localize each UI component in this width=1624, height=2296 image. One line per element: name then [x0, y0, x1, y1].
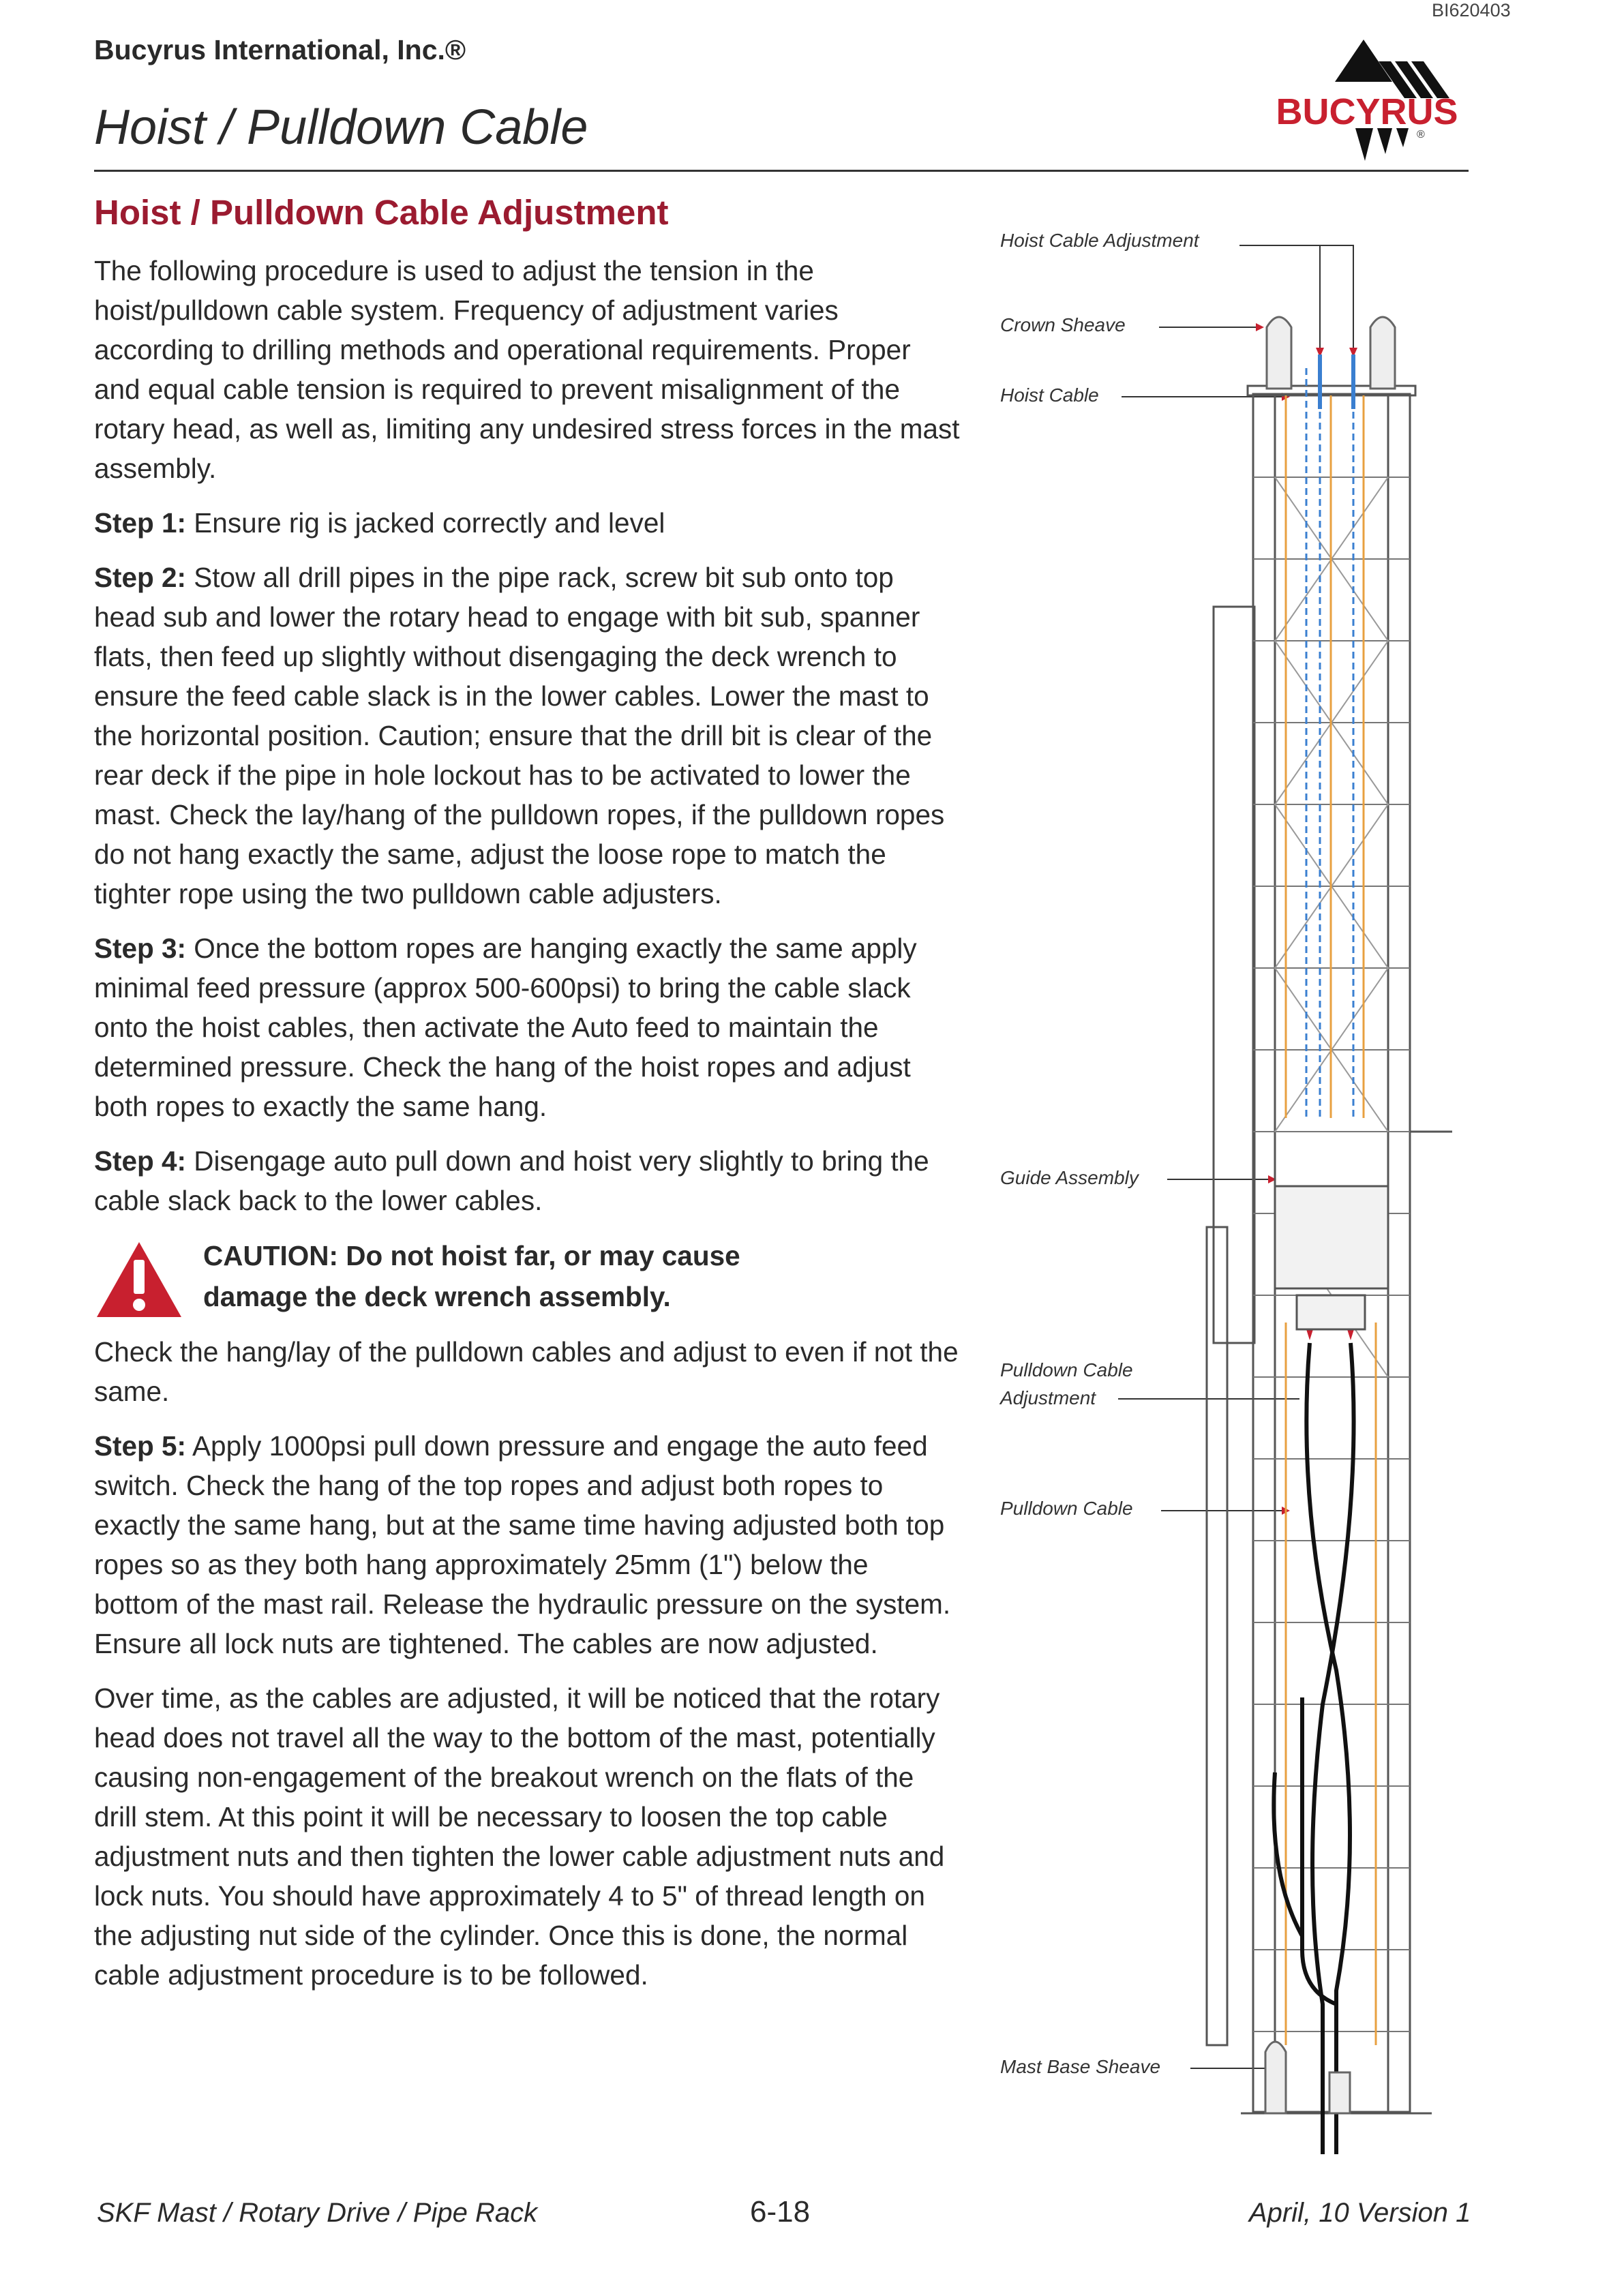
footer-manual-name: SKF Mast / Rotary Drive / Pipe Rack: [97, 2198, 538, 2228]
step-text: Stow all drill pipes in the pipe rack, screw bit sub onto top head sub and lower the rotary head to engage with bit sub, spanner flats, then feed up slightly without disengaging the deck wrench to ensure the feed cable slack is in the lower cables. Lower the mast to the horizontal position. Caution; ensure that the drill bit is clear of the rear deck if the pipe in hole lockout has to be activated to lower the mast. Check the lay/hang of the pulldown ropes, if the pulldown ropes do not hang exactly the same, adjust the loose rope to match the tighter rope using the two pulldown cable adjusters.: [94, 562, 945, 909]
step-label: Step 5:: [94, 1430, 187, 1462]
company-name: Bucyrus International, Inc.®: [94, 34, 466, 65]
label-hoist-cable-adjustment: Hoist Cable Adjustment: [1000, 230, 1199, 251]
closing-paragraph: Over time, as the cables are adjusted, it will be noticed that the rotary head does not travel all the way to the bottom of the mast, potentially causing non-engagement of the breakout wrench on the flats of the drill stem. At this point it will be necessary to loosen the top cable adjustment nuts and then tighten the lower cable adjustment nuts and lock nuts. You should have approximately 4 to 5" of thread length on the adjusting nut side of the cylinder. Once this is done, the normal cable adjustment procedure is to be followed.: [94, 1682, 945, 1991]
document-id: BI620403: [1432, 0, 1511, 20]
step-text: Apply 1000psi pull down pressure and engage the auto feed switch. Check the hang of the top ropes and adjust both ropes to exactly the same hang, but at the same time having adjusted both top ropes so as they both hang approximately 25mm (1") below the bottom of the mast rail. Release the hydraulic pressure on the system. Ensure all lock nuts are tightened. The cables are now adjusted.: [94, 1430, 951, 1659]
step-label: Step 2:: [94, 562, 187, 593]
label-pulldown-cable: Pulldown Cable: [1000, 1498, 1133, 1519]
step-label: Step 4:: [94, 1145, 187, 1177]
bucyrus-logo: [1261, 34, 1473, 167]
logo-registered-mark: ®: [1417, 129, 1425, 140]
section-heading: Hoist / Pulldown Cable Adjustment: [94, 193, 669, 232]
step-text: Once the bottom ropes are hanging exactly the same apply minimal feed pressure (approx 500-600psi) to bring the cable slack onto the hoist cables, then activate the Auto feed to maintain the determined pressure. Check the hang of the hoist ropes and adjust both ropes to exactly the same hang.: [94, 933, 917, 1122]
mast-cable-diagram: [982, 205, 1474, 2168]
label-guide-assembly: Guide Assembly: [1000, 1167, 1139, 1188]
logo-wordmark: BUCYRUS: [1276, 91, 1458, 132]
step-1: [94, 503, 960, 543]
step-text: Ensure rig is jacked correctly and level: [186, 507, 665, 539]
page-title: Hoist / Pulldown Cable: [94, 100, 588, 155]
step-2: [94, 558, 960, 913]
footer-page-number: 6-18: [750, 2195, 811, 2229]
label-pulldown-cable-adjustment-line2: Adjustment: [1000, 1387, 1096, 1408]
caution-line-2: damage the deck wrench assembly.: [203, 1281, 671, 1312]
label-hoist-cable: Hoist Cable: [1000, 384, 1099, 406]
caution-box: [94, 1235, 960, 1320]
header-divider: [94, 170, 1469, 172]
step-5: [94, 1426, 960, 1663]
footer-version: April, 10 Version 1: [1249, 2198, 1471, 2228]
warning-icon: [94, 1239, 184, 1320]
label-mast-base-sheave: Mast Base Sheave: [1000, 2056, 1161, 2077]
step-text: Disengage auto pull down and hoist very slightly to bring the cable slack back to the lower cables.: [94, 1145, 929, 1216]
intro-paragraph: The following procedure is used to adjust the tension in the hoist/pulldown cable system. Frequency of adjustment varies according to drilling methods and operational requirements. Proper and equal cable tension is required to prevent misalignment of the rotary head, as well as, limiting any undesired stress forces in the mast assembly.: [94, 255, 960, 484]
procedure-text: [94, 251, 960, 2010]
after-caution-paragraph: Check the hang/lay of the pulldown cables and adjust to even if not the same.: [94, 1336, 959, 1407]
label-pulldown-cable-adjustment-line1: Pulldown Cable: [1000, 1359, 1133, 1380]
step-3: [94, 928, 960, 1126]
caution-line-1: CAUTION: Do not hoist far, or may cause: [203, 1240, 740, 1271]
step-label: Step 1:: [94, 507, 187, 539]
step-4: [94, 1141, 960, 1220]
label-crown-sheave: Crown Sheave: [1000, 314, 1126, 335]
step-label: Step 3:: [94, 933, 187, 964]
